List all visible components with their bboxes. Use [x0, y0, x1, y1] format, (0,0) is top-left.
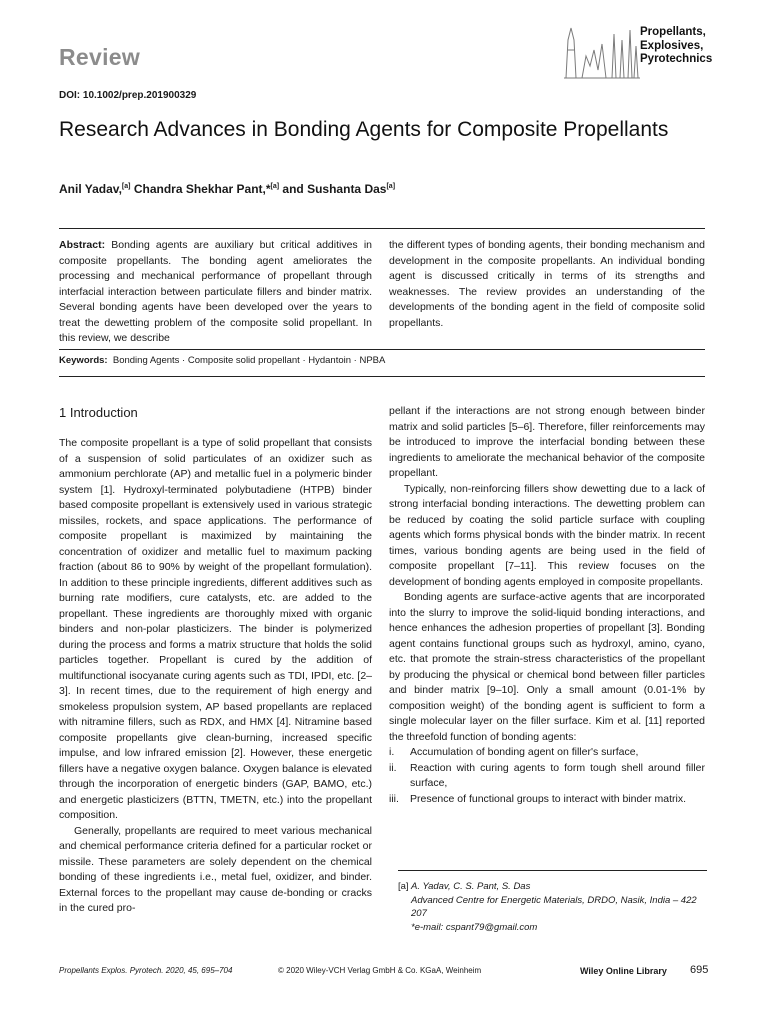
- rocket-logo-icon: [562, 20, 642, 82]
- footnote-email[interactable]: *e-mail: cspant79@gmail.com: [411, 921, 538, 933]
- doi[interactable]: DOI: 10.1002/prep.201900329: [59, 90, 197, 101]
- paragraph: pellant if the interactions are not strong enough between binder matrix and solid particles [5–6]. Therefore, filler reinforcements may be introduced to improve the interfacial bonding between these ingredients to ameliorate the mechanical behavior of the composite propellant.: [389, 405, 705, 479]
- body-right-column: [389, 404, 705, 807]
- paragraph: The composite propellant is a type of solid propellant that consists of a suspension of solid particulates of an oxidizer such as ammonium perchlorate (AP) and metallic fuel in a polymeric binder system [1]. Hydroxyl-terminated polybutadiene (HTPB) binder based composite propellant is extensively used in various strategic missiles, rockets, and space applications. The performance of composite propellant is maximized by maintaining the concentration of oxidizer and metallic fuel to maximum packing fraction (about 86 to 90% by weight of the propellant formulation). In addition to these principle ingredients, different additives such as burning rate modifiers, cure catalysts, etc. are added to the propellant. These ingredients are thoroughly mixed with organic binders and non-polar plasticizers. The binder is polymerized during the process and forms a matrix structure that holds the solid particles together. Propellant is cured by the addition of multifunctional isocyanate curing agents such as TDI, IPDI, etc. [2–3]. In recent times, due to the requirement of high energy and smokeless propulsion system, AP based propellants are replaced with nitramine fillers, such as RDX, and HMX [4]. Nitramine based composite propellants give clean-burning, increased specific impulse, and low infrared emission [2]. However, these energetic fillers have a negative oxygen balance. Oxygen balance is elevated through the incorporation of energetic binders (GAP, BAMO, etc.) and energetic plasticizers (BTTN, TMETN, etc.) into the propellant composition.: [59, 437, 372, 821]
- keywords-label: Keywords:: [59, 355, 108, 366]
- keywords: [59, 355, 385, 366]
- footnote-authors: A. Yadav, C. S. Pant, S. Das: [411, 881, 531, 892]
- journal-name-line: Explosives,: [640, 39, 704, 52]
- footer-publisher[interactable]: Wiley Online Library: [580, 966, 667, 976]
- journal-name-line: Propellants,: [640, 26, 706, 38]
- keywords-top-rule: [59, 349, 705, 350]
- list-number: i.: [389, 746, 395, 758]
- abstract-left-column: [59, 238, 372, 347]
- function-list: [389, 745, 705, 807]
- journal-name-line: Pyrotechnics: [640, 53, 713, 65]
- section-heading: 1 Introduction: [59, 405, 138, 420]
- abstract-text: Bonding agents are auxiliary but critical additives in composite propellants. The bonding agent ameliorates the processing and mechanical performance of propellant through interfacial interaction between particulate fillers and binder matrix. Several bonding agents have been developed over the years to treat the dewetting problem of the composite solid propellant. In this review, we describe: [59, 239, 372, 344]
- list-number: iii.: [389, 792, 399, 805]
- footnote-label: [a]: [398, 881, 409, 892]
- affiliation-footnote: [398, 880, 707, 934]
- page-number: 695: [690, 964, 709, 976]
- footer-copyright: © 2020 Wiley-VCH Verlag GmbH & Co. KGaA, Weinheim: [278, 966, 482, 975]
- author-affiliation-mark: [a]: [121, 183, 131, 190]
- author-name: Chandra Shekhar Pant,*: [130, 182, 271, 196]
- section-label: Review: [59, 44, 141, 70]
- body-left-column: [59, 405, 372, 917]
- journal-name: [640, 26, 712, 67]
- author-affiliation-mark: [a]: [386, 183, 396, 190]
- list-text: Reaction with curing agents to form tough shell around filler surface,: [410, 761, 705, 789]
- paragraph: Typically, non-reinforcing fillers show dewetting due to a lack of strong interfacial bonding interactions. The dewetting problem can be reduced by coating the solid particle surface with coupling agents which forms physical bonds with the binder matrix. In recent times, various bonding agents are being used in the field of composite propellant [7–11]. This review focuses on the development of bonding agents employed in composite propellants.: [389, 482, 705, 588]
- abstract-top-rule: [59, 228, 705, 229]
- footnote-affiliation: Advanced Centre for Energetic Materials, DRDO, Nasik, India – 422 207: [411, 894, 697, 919]
- author-name: Anil Yadav,: [59, 182, 122, 196]
- footnote-rule: [398, 870, 707, 871]
- author-affiliation-mark: [a]: [270, 183, 280, 190]
- abstract-right-column: the different types of bonding agents, their bonding mechanism and development in the composite propellants. An individual bonding agent is discussed critically in terms of its strengths and weaknesses. The review provides an understanding of the developments of the bonding agent in the field of composite solid propellants.: [389, 239, 705, 329]
- paragraph: Bonding agents are surface-active agents that are incorporated into the slurry to improve the solid-liquid bonding interactions, and hence enhances the adhesion properties of propellant [3]. Bonding agent contains functional groups such as hydroxyl, amino, cyano, etc. that promote the strain-stress characteristics of the propellant by producing the physical or chemical bond between filler particles and binder matrix [9–10]. Only a small amount (0.01-1% by composition weight) of the bonding agent is sufficient to form a single molecular layer on the filler surface. Kim et al. [11] reported the threefold function of bonding agents:: [389, 591, 705, 743]
- list-item: [389, 761, 705, 792]
- list-item: [389, 745, 705, 761]
- keywords-bottom-rule: [59, 376, 705, 377]
- list-text: Accumulation of bonding agent on filler's surface,: [410, 746, 639, 758]
- list-text: Presence of functional groups to interact with binder matrix.: [410, 792, 687, 805]
- abstract-label: Abstract:: [59, 239, 106, 251]
- paragraph: Generally, propellants are required to meet various mechanical and chemical performance criteria defined for a particular rocket or missile. These parameters are solely dependent on the chemical bonding of these ingredients i.e., metal fuel, oxidizer, and binder. External forces to the propellant may cause de-bonding or cracks in the cured pro-: [59, 824, 372, 914]
- author-list: [59, 182, 395, 196]
- footer-citation: Propellants Explos. Pyrotech. 2020, 45, 695–704: [59, 966, 233, 975]
- author-name: and Sushanta Das: [279, 182, 387, 196]
- keywords-text: Bonding Agents · Composite solid propellant · Hydantoin · NPBA: [112, 355, 386, 366]
- list-number: ii.: [389, 761, 397, 774]
- list-item: [389, 792, 705, 808]
- article-title: Research Advances in Bonding Agents for Composite Propellants: [59, 118, 669, 141]
- journal-logo: [562, 20, 722, 82]
